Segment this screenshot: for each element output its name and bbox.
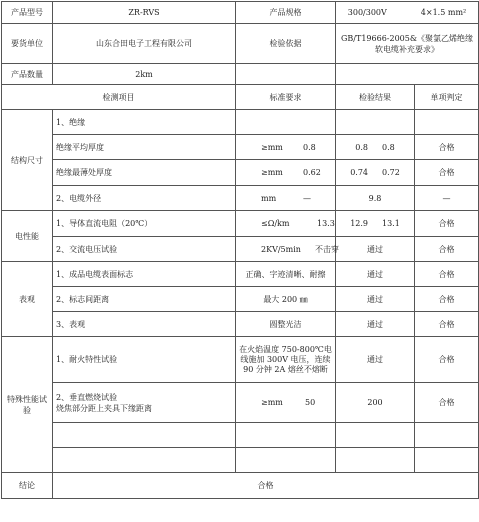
- avg-thickness-verdict: 合格: [415, 135, 479, 160]
- resistance-verdict: 合格: [415, 211, 479, 237]
- empty-row: [2, 423, 479, 448]
- empty-cell: [336, 448, 415, 473]
- result-2: 13.1: [382, 219, 400, 228]
- ac-voltage-result: 通过: [336, 237, 415, 262]
- col-verdict: 单项判定: [415, 85, 479, 110]
- std-value-2: 不击穿: [315, 244, 339, 254]
- insulation-title-row: [2, 110, 479, 135]
- empty-cell: [336, 110, 415, 135]
- ac-voltage-label: 2、交流电压试验: [53, 237, 236, 262]
- customer-value: 山东合田电子工程有限公司: [53, 24, 236, 64]
- std-value: 13.3: [317, 219, 335, 228]
- spec-voltage: 300/300V: [347, 8, 387, 17]
- result-1: 0.8: [355, 142, 368, 152]
- avg-thickness-label: 绝缘平均厚度: [53, 135, 236, 160]
- empty-cell: [236, 448, 336, 473]
- empty-cell: [415, 110, 479, 135]
- group-structure: 结构尺寸: [2, 110, 53, 211]
- avg-thickness-result: [336, 135, 415, 160]
- result-2: 0.8: [382, 142, 395, 152]
- col-standard: 标准要求: [236, 85, 336, 110]
- flame-result: 200: [336, 383, 415, 423]
- marking-label: 1、成品电缆表面标志: [53, 262, 236, 287]
- empty-cell: [415, 423, 479, 448]
- insulation-title: 1、绝缘: [53, 110, 236, 135]
- outer-diameter-std: [236, 186, 336, 211]
- conclusion-row: [2, 473, 479, 499]
- std-value: 0.62: [303, 168, 321, 177]
- spacing-row: [2, 287, 479, 312]
- ac-voltage-row: [2, 237, 479, 262]
- look-std: 圆整光洁: [236, 312, 336, 337]
- model-value: ZR-RVS: [53, 2, 236, 24]
- unit: ≥mm: [261, 168, 283, 177]
- conclusion-label: 结论: [2, 473, 53, 499]
- look-verdict: 合格: [415, 312, 479, 337]
- flame-label-2: 烧焦部分距上夹具下缘距离: [56, 403, 152, 413]
- look-label: 3、表观: [53, 312, 236, 337]
- flame-std: [236, 383, 336, 423]
- model-row: [2, 2, 479, 24]
- col-item: 检测项目: [2, 85, 236, 110]
- basis-label: 检验依据: [236, 24, 336, 64]
- group-special: 特殊性能试验: [2, 337, 53, 473]
- resistance-result: [336, 211, 415, 237]
- empty-cell: [236, 423, 336, 448]
- empty-cell: [236, 64, 336, 85]
- spacing-result: 通过: [336, 287, 415, 312]
- fire-verdict: 合格: [415, 337, 479, 383]
- spacing-verdict: 合格: [415, 287, 479, 312]
- spec-size: 4×1.5 mm²: [420, 8, 467, 17]
- qty-label: 产品数量: [2, 64, 53, 85]
- marking-row: [2, 262, 479, 287]
- unit: mm: [261, 193, 277, 203]
- empty-cell: [336, 64, 479, 85]
- ac-voltage-verdict: 合格: [415, 237, 479, 262]
- flame-label: [53, 383, 236, 423]
- look-result: 通过: [336, 312, 415, 337]
- flame-label-1: 2、垂直燃烧试验: [56, 392, 118, 402]
- group-electrical: 电性能: [2, 211, 53, 262]
- group-appearance: 表观: [2, 262, 53, 337]
- empty-cell: [236, 110, 336, 135]
- std-value: —: [303, 193, 311, 203]
- empty-cell: [415, 448, 479, 473]
- model-label: 产品型号: [2, 2, 53, 24]
- result-2: 0.72: [382, 168, 400, 177]
- outer-diameter-row: [2, 186, 479, 211]
- customer-label: 要货单位: [2, 24, 53, 64]
- resistance-row: [2, 211, 479, 237]
- fire-row: [2, 337, 479, 383]
- min-thickness-result: [336, 160, 415, 186]
- look-row: [2, 312, 479, 337]
- resistance-std: [236, 211, 336, 237]
- outer-diameter-label: 2、电缆外径: [53, 186, 236, 211]
- empty-cell: [336, 423, 415, 448]
- ac-voltage-std: [236, 237, 339, 262]
- qty-row: [2, 64, 479, 85]
- unit: ≤Ω/km: [261, 219, 290, 228]
- inspection-table: [1, 1, 479, 499]
- fire-std: 在火焰温度 750-800℃电线施加 300V 电压，连续 90 分钟 2A 熔丝不熔断: [236, 337, 336, 383]
- empty-row: [2, 448, 479, 473]
- min-thickness-row: [2, 160, 479, 186]
- flame-verdict: 合格: [415, 383, 479, 423]
- fire-label: 1、耐火特性试验: [53, 337, 236, 383]
- basis-value: GB/T19666-2005&《聚氯乙烯绝缘软电缆补充要求》: [336, 24, 479, 64]
- spec-label: 产品规格: [236, 2, 336, 24]
- column-header-row: [2, 85, 479, 110]
- result-1: 12.9: [350, 219, 368, 228]
- std-value: 2KV/5min: [261, 244, 301, 254]
- result-1: 0.74: [350, 168, 368, 177]
- min-thickness-verdict: 合格: [415, 160, 479, 186]
- avg-thickness-row: [2, 135, 479, 160]
- avg-thickness-std: [236, 135, 336, 160]
- min-thickness-label: 绝缘最薄处厚度: [53, 160, 236, 186]
- outer-diameter-verdict: —: [415, 186, 479, 211]
- qty-value: 2km: [53, 64, 236, 85]
- spacing-std: 最大 200 ㎜: [236, 287, 336, 312]
- marking-std: 正确、字迹清晰、耐擦: [236, 262, 336, 287]
- marking-verdict: 合格: [415, 262, 479, 287]
- customer-row: [2, 24, 479, 64]
- fire-result: 通过: [336, 337, 415, 383]
- min-thickness-std: [236, 160, 336, 186]
- std-value: 0.8: [303, 142, 316, 152]
- empty-cell: [53, 423, 236, 448]
- outer-diameter-result: 9.8: [336, 186, 415, 211]
- resistance-label: 1、导体直流电阻（20℃）: [53, 211, 236, 237]
- conclusion-value: 合格: [53, 473, 479, 499]
- unit: ≥mm: [261, 142, 283, 152]
- marking-result: 通过: [336, 262, 415, 287]
- empty-cell: [53, 448, 236, 473]
- spacing-label: 2、标志间距离: [53, 287, 236, 312]
- col-result: 检验结果: [336, 85, 415, 110]
- unit: ≥mm: [261, 398, 283, 407]
- flame-row: [2, 383, 479, 423]
- std-value: 50: [305, 398, 316, 407]
- spec-value: [336, 2, 479, 24]
